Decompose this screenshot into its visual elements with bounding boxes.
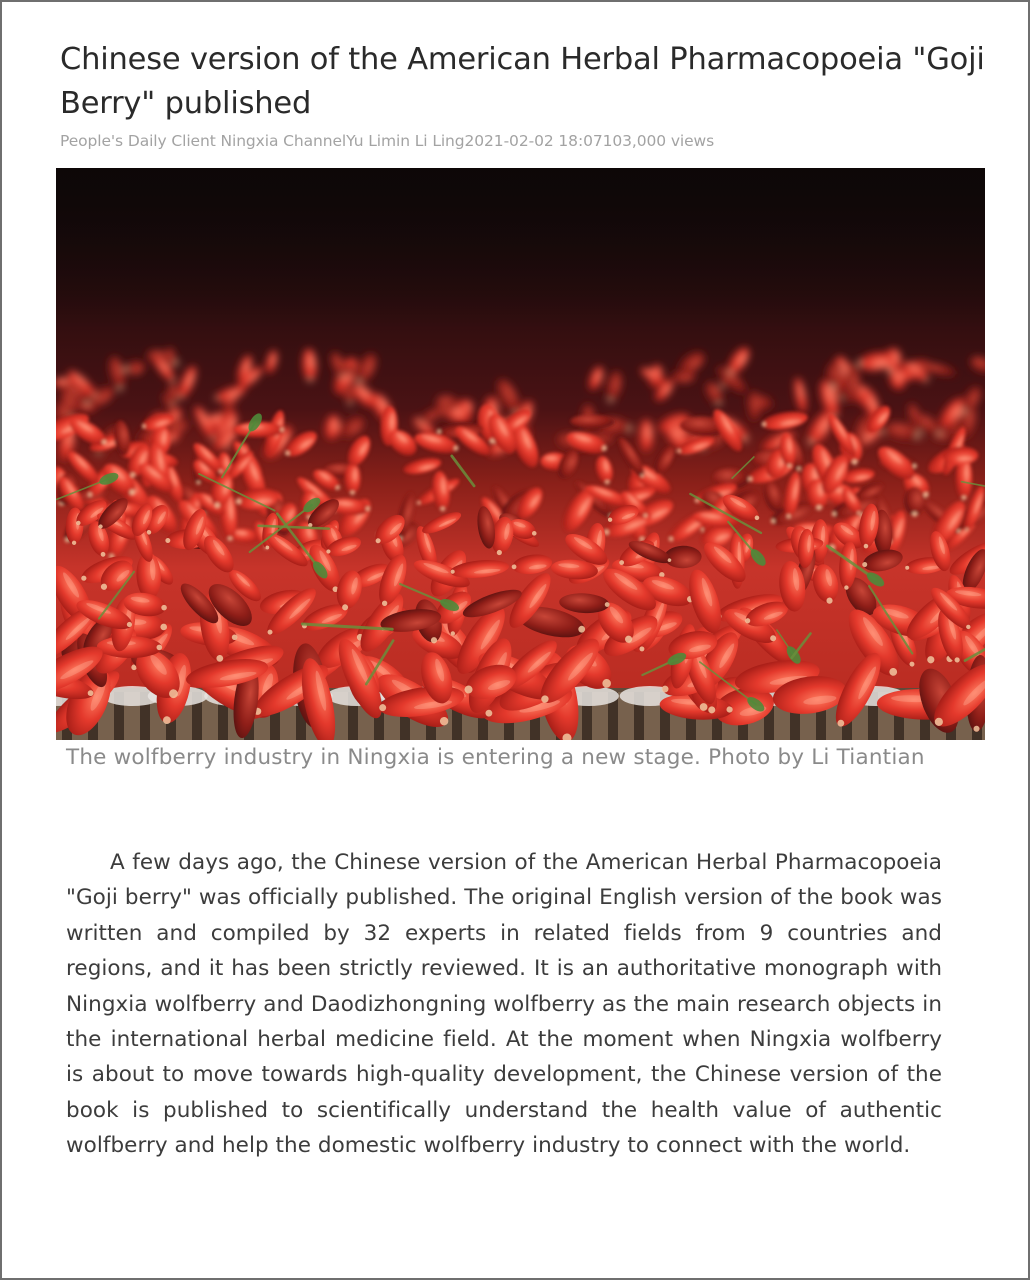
- photo-caption: The wolfberry industry in Ningxia is entering a new stage. Photo by Li Tiantian: [66, 745, 925, 770]
- article-meta: People's Daily Client Ningxia ChannelYu Limin Li Ling2021-02-02 18:07103,000 views: [60, 132, 715, 150]
- article-title: Chinese version of the American Herbal Pharmacopoeia "Goji Berry" published: [60, 42, 985, 121]
- article-photo: [56, 168, 985, 740]
- goji-berry-photo-image: [56, 168, 985, 740]
- article-paragraph: A few days ago, the Chinese version of the American Herbal Pharmacopoeia "Goji berry" was officially published. The original English version of the book was written and compiled by 32 experts in related fields from 9 countries and regions, and it has been strictly reviewed. It is an authoritative monograph with Ningxia wolfberry and Daodizhongning wolfberry as the main research objects in the international herbal medicine field. At the moment when Ningxia wolfberry is about to move towards high-quality development, the Chinese version of the book is published to scientifically understand the health value of authentic wolfberry and help the domestic wolfberry industry to connect with the world.: [66, 850, 942, 1159]
